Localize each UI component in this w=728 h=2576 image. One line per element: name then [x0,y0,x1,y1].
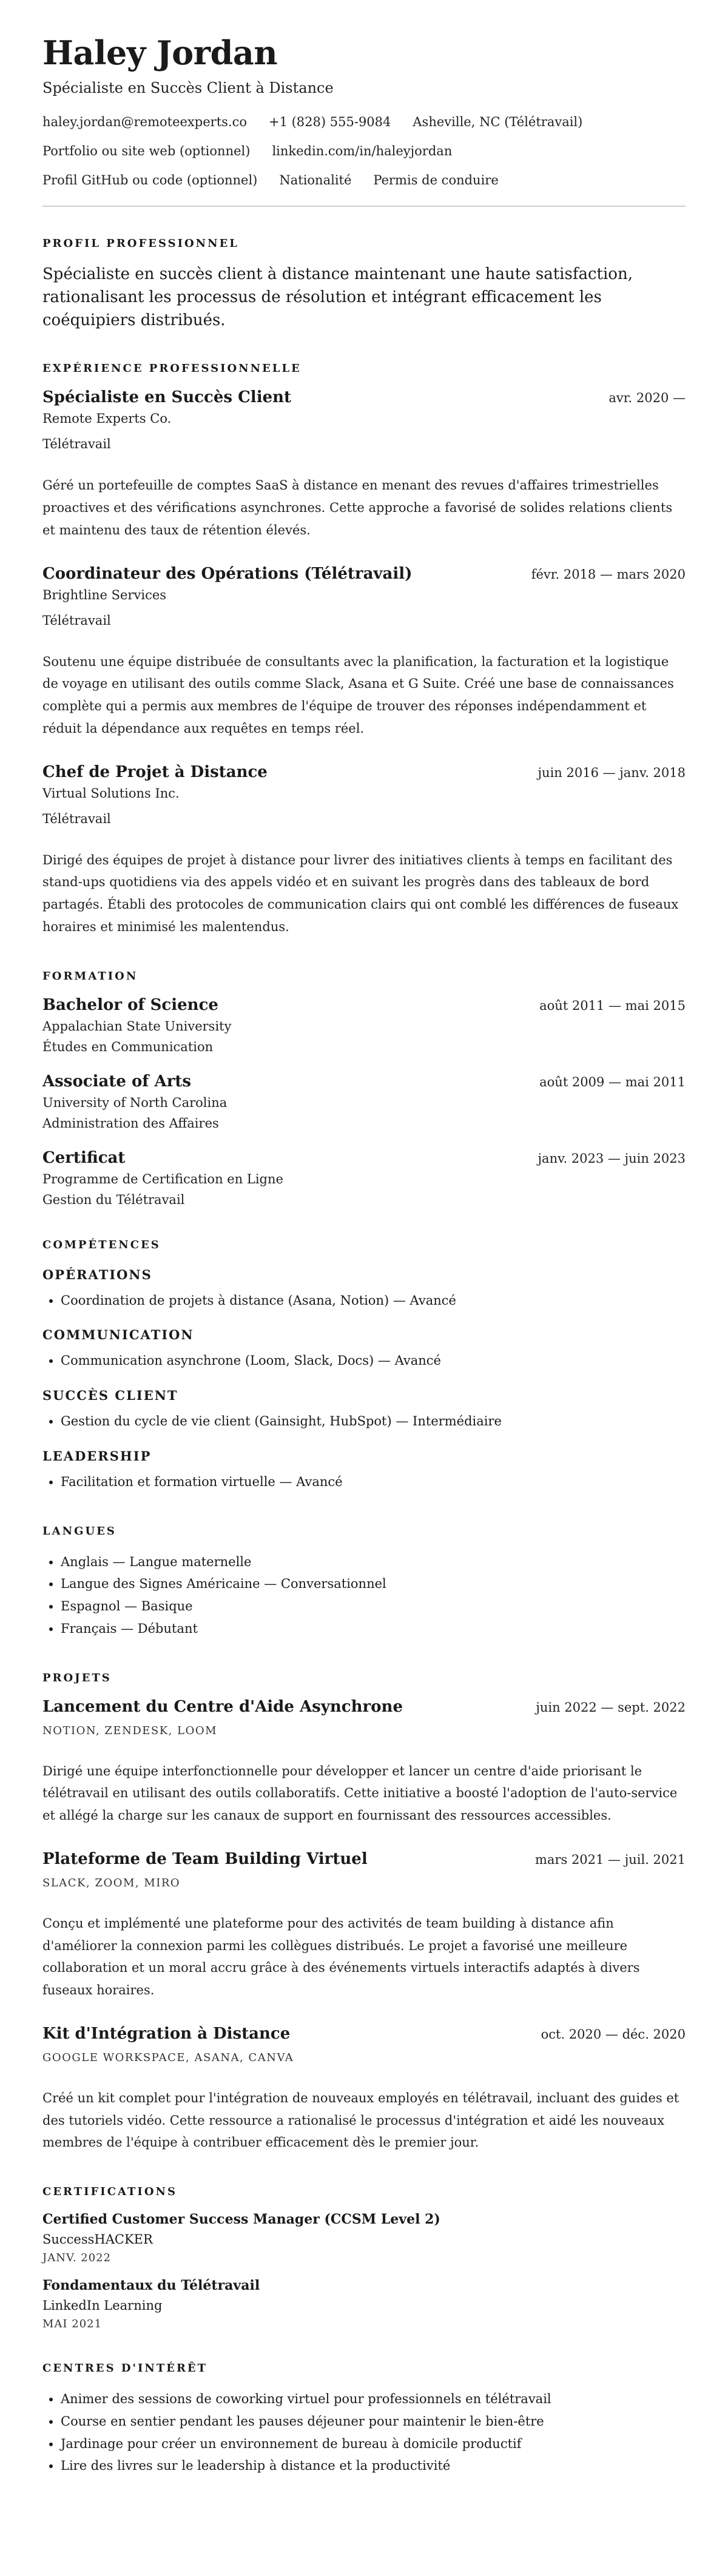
experience-company: Virtual Solutions Inc. [42,785,180,801]
certification-item [42,2211,686,2264]
skill-category: SUCCÈS CLIENT [42,1388,178,1404]
candidate-title: Spécialiste en Succès Client à Distance [42,79,334,97]
education-section [42,970,686,1207]
contact-github[interactable]: Profil GitHub ou code (optionnel) [42,173,258,188]
skills-heading: COMPÉTENCES [42,1238,161,1251]
summary-text: Spécialiste en succès client à distance maintenant une haute satisfaction, rationalisant les processus de résolution et intégrant efficacement les coéquipiers distribués. [42,265,633,329]
interest-item: • Course en sentier pendant les pauses déjeuner pour maintenir le bien-être [61,2410,686,2433]
project-tech: SLACK, ZOOM, MIRO [42,1876,181,1889]
language-item: • Anglais — Langue maternelle [61,1551,686,1573]
skill-item: • Coordination de projets à distance (Asana, Notion) — Avancé [61,1290,686,1312]
education-degree: Bachelor of Science [42,995,218,1014]
experience-description: Dirigé des équipes de projet à distance pour livrer des initiatives clients à temps en facilitant des stand-ups quotidiens via des appels vidéo et en suivant les progrès dans des tableaux de bord partagés. Établi des protocoles de communication clairs qui ont comblé les différences de fuseaux horaires et minimisé les malentendus. [42,852,679,934]
contact-nationality: Nationalité [279,173,352,188]
experience-item [42,565,686,740]
language-item: • Langue des Signes Américaine — Conversationnel [61,1573,686,1595]
skill-item: • Facilitation et formation virtuelle — Avancé [61,1471,686,1493]
certification-title: Certified Customer Success Manager (CCSM Level 2) [42,2211,440,2228]
experience-title: Spécialiste en Succès Client [42,388,292,407]
experience-company: Brightline Services [42,587,167,602]
project-description: Conçu et implémenté une plateforme pour des activités de team building à distance afin d'améliorer la connexion parmi les collègues distribués. Le projet a favorisé une meilleure collaboration et un moral accru grâce à des événements virtuels interactifs adaptés à divers fuseaux horaires. [42,1915,640,1998]
education-item [42,996,686,1054]
interest-list [42,2388,686,2477]
education-heading: FORMATION [42,969,138,983]
certification-date: JANV. 2022 [42,2251,112,2265]
contact-row-1 [42,115,686,129]
contact-portfolio[interactable]: Portfolio ou site web (optionnel) [42,144,251,159]
project-description: Dirigé une équipe interfonctionnelle pour développer et lancer un centre d'aide priorisant le télétravail en utilisant des outils collaboratifs. Cette initiative a boosté l'adoption de l'auto-service et allégé la charge sur les canaux de support en fournissant des ressources accessibles. [42,1763,678,1823]
contact-row-3 [42,173,686,187]
experience-title: Coordinateur des Opérations (Télétravail) [42,564,413,583]
education-date: août 2011 — mai 2015 [539,998,686,1013]
certification-item [42,2278,686,2330]
project-tech: GOOGLE WORKSPACE, ASANA, CANVA [42,2051,294,2064]
project-tech: NOTION, ZENDESK, LOOM [42,1724,218,1737]
education-field: Administration des Affaires [42,1115,219,1131]
education-field: Gestion du Télétravail [42,1192,185,1207]
project-date: mars 2021 — juil. 2021 [535,1852,686,1867]
experience-date: avr. 2020 — [608,391,686,406]
skill-list [42,1290,686,1312]
contact-location: Asheville, NC (Télétravail) [413,115,583,130]
education-degree: Certificat [42,1148,126,1167]
languages-section [42,1525,686,1640]
project-title: Plateforme de Team Building Virtuel [42,1849,368,1868]
experience-description: Géré un portefeuille de comptes SaaS à distance en menant des revues d'affaires trimestrielles proactives et des vérifications asynchrones. Cette approche a favorisé de solides relations clients et maintenu des taux de rétention élevés. [42,478,673,537]
skill-category: COMMUNICATION [42,1327,194,1343]
education-school: Programme de Certification en Ligne [42,1171,283,1186]
contact-row-2 [42,144,686,158]
certification-issuer: LinkedIn Learning [42,2298,163,2313]
language-item: • Français — Débutant [61,1618,686,1640]
education-item [42,1072,686,1131]
skill-list [42,1410,686,1433]
skill-item: • Gestion du cycle de vie client (Gainsight, HubSpot) — Intermédiaire [61,1410,686,1433]
project-date: juin 2022 — sept. 2022 [536,1700,686,1715]
experience-item [42,763,686,938]
certification-issuer: SuccessHACKER [42,2232,153,2247]
experience-item [42,388,686,541]
skill-list [42,1350,686,1372]
education-date: janv. 2023 — juin 2023 [538,1151,686,1166]
project-description: Créé un kit complet pour l'intégration de nouveaux employés en télétravail, incluant des guides et des tutoriels vidéo. Cette ressource a rationalisé le processus d'intégration et aidé les nouveaux membres de l'équipe à contribuer efficacement dès le premier jour. [42,2090,679,2150]
skill-category: OPÉRATIONS [42,1266,152,1282]
summary-heading: PROFIL PROFESSIONNEL [42,237,239,251]
interest-item: • Jardinage pour créer un environnement de bureau à domicile productif [61,2433,686,2455]
projects-heading: PROJETS [42,1671,112,1684]
experience-heading: EXPÉRIENCE PROFESSIONNELLE [42,362,302,375]
languages-heading: LANGUES [42,1524,116,1538]
contact-linkedin[interactable]: linkedin.com/in/haleyjordan [272,144,453,159]
contact-phone[interactable]: +1 (828) 555-9084 [268,115,391,130]
experience-location: Télétravail [42,613,111,628]
experience-date: févr. 2018 — mars 2020 [531,567,686,582]
language-list [42,1551,686,1640]
projects-section [42,1672,686,2154]
experience-company: Remote Experts Co. [42,411,172,426]
project-title: Lancement du Centre d'Aide Asynchrone [42,1697,403,1716]
education-item [42,1149,686,1207]
education-school: University of North Carolina [42,1095,228,1110]
interests-section [42,2362,686,2477]
experience-title: Chef de Projet à Distance [42,762,268,781]
experience-description: Soutenu une équipe distribuée de consultants avec la planification, la facturation et la logistique de voyage en utilisant des outils comme Slack, Asana et G Suite. Créé une base de connaissances complète qui a permis aux membres de l'équipe de trouver des réponses indépendamment et réduit la dépendance aux requêtes en temps réel. [42,654,674,736]
project-item [42,2025,686,2154]
certifications-heading: CERTIFICATIONS [42,2185,177,2199]
education-date: août 2009 — mai 2011 [539,1074,686,1089]
skills-section [42,1239,686,1493]
interest-item: • Animer des sessions de coworking virtuel pour professionnels en télétravail [61,2388,686,2410]
experience-date: juin 2016 — janv. 2018 [538,765,686,780]
education-field: Études en Communication [42,1039,214,1054]
skill-list [42,1471,686,1493]
project-date: oct. 2020 — déc. 2020 [541,2026,686,2042]
project-title: Kit d'Intégration à Distance [42,2024,291,2043]
project-item [42,1850,686,2002]
skill-item: • Communication asynchrone (Loom, Slack, Docs) — Avancé [61,1350,686,1372]
education-school: Appalachian State University [42,1018,232,1034]
language-item: • Espagnol — Basique [61,1595,686,1618]
candidate-name: Haley Jordan [42,33,278,72]
header-divider [42,206,686,207]
certifications-section [42,2185,686,2330]
interest-item: • Lire des livres sur le leadership à distance et la productivité [61,2455,686,2477]
contact-driving-license: Permis de conduire [373,173,499,188]
experience-location: Télétravail [42,437,111,452]
skill-category: LEADERSHIP [42,1448,152,1464]
certification-title: Fondamentaux du Télétravail [42,2278,260,2294]
experience-location: Télétravail [42,811,111,826]
project-item [42,1698,686,1827]
certification-date: MAI 2021 [42,2318,103,2331]
interests-heading: CENTRES D'INTÉRÊT [42,2362,208,2375]
education-degree: Associate of Arts [42,1072,192,1091]
contact-email[interactable]: haley.jordan@remoteexperts.co [42,115,247,130]
